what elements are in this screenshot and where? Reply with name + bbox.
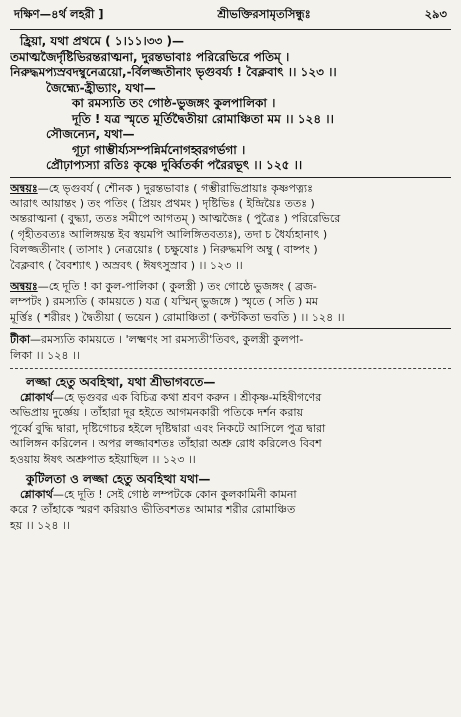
verse-line: দূতি ! যত্র স্মৃতে মূর্তিদ্বৈতীয়া রোমাঞ্চিতা মম ।। ১২৪ ।। (72, 111, 334, 126)
anvaya-label: অন্বয়ঃ (10, 279, 38, 293)
tika-text: লিকা ।। ১২৪ ।। (10, 348, 80, 362)
shlokartha-text: হওয়ায় ঈষৎ অশ্রুপাত হইয়াছিল ।। ১২৩ ।। (10, 452, 196, 466)
shlokartha-text: পূর্ব্বে বুদ্ধি দ্বারা, দৃষ্টিগোচর হইলে দৃষ্টিদ্বারা এবং নিকটে আসিলে পুত্র দ্বারা (10, 421, 326, 435)
verse-block (10, 34, 451, 174)
header-title: শ্রীভক্তিরসামৃতসিন্ধুঃ (217, 7, 311, 21)
anvaya-text: আরাৎ আয়ান্তং ) তং পতিং ( প্রিয়ং প্রথমং ) দৃষ্টিভিঃ ( ইন্দ্রিয়ৈঃ ততঃ ) (10, 196, 315, 210)
tika-text: —রমস্যতি কাময়তে । 'লক্ষ্মণং সা রমস্যতী'তিবৎ, কুলস্ত্রী কুলপা- (30, 333, 304, 347)
page-number: ২৯৩ (424, 7, 447, 21)
page-header (10, 6, 451, 30)
verse-intro: সৌজন্যেন, যথা— (46, 127, 135, 141)
anvaya-text: —হে ভৃগুবর্য ( শৌনক ) দুরন্তভাবাঃ ( গম্ভীরাভিপ্রায়াঃ কৃষ্ণপত্ন্যঃ (37, 181, 313, 195)
shlokartha-text: —হে দূতি ! সেই গোষ্ঠ লম্পটকে কোন কুলকামিনী কামনা (52, 488, 297, 501)
shlokartha-text: আলিঙ্গন করিলেন । অপর লজ্জাবশতঃ তাঁহারা অশ্রু রোধ করিলেও বিবশ (10, 437, 322, 451)
shlokartha-label: শ্লোকার্থ (20, 488, 53, 501)
anvaya-block-2 (10, 279, 451, 325)
divider (10, 177, 451, 178)
shlokartha-text: হয় ।। ১২৪ ।। (10, 518, 70, 532)
shlokartha-text: করে ? তাঁহাকে স্মরণ করিয়াও ভীতিবশতঃ আমার শরীর রোমাঞ্চিত (10, 503, 296, 517)
verse-line: কা রমস্যতি তং গোষ্ঠ-ভুজঙ্গং কুলপালিকা । (72, 96, 276, 110)
anvaya-block-1 (10, 181, 451, 273)
shlokartha-text: অভিপ্রায় দুর্জ্ঞেয় । তাঁহারা দূর হইতে আগমনকারী পতিকে দর্শন করায় (10, 406, 304, 420)
verse-line: প্রৌঢ়াপ্যস্যা রতিঃ কৃষ্ণে দুর্ব্বিতর্কা পরৈরভূৎ ।। ১২৫ ।। (46, 158, 303, 172)
anvaya-text: মূর্ত্তিঃ ( শরীরং ) দ্বৈতীয়া ( ভয়েন ) রোমাঞ্চিতা ( কণ্টকিতা ভবতি ) ।। ১২৪ ।। (10, 310, 345, 324)
section-crookedness (10, 471, 451, 533)
verse-intro: হ্রিয়া, যথা প্রথমে ( ১।১১।৩৩ )— (20, 34, 185, 48)
divider (10, 328, 451, 329)
verse-line: নিরুদ্ধমপ্যস্রবদম্বুনেত্রয়ো,-র্বিলজ্জতীনাং ভৃগুবর্য্য ! বৈক্লবাৎ ।। ১২৩ ।। (10, 65, 337, 79)
shlokartha-label: শ্লোকার্থ (20, 390, 53, 404)
anvaya-label: অন্বয়ঃ (10, 181, 38, 195)
anvaya-text: লম্পটং ) রমস্যতি ( কাময়তে ) যত্র ( যস্মিন্ ভুজঙ্গে ) স্মৃতে ( সতি ) মম (10, 295, 319, 309)
anvaya-text: অন্তরাত্মনা ( বুদ্ধ্যা, ততঃ সমীপে আগতম্ ) আত্মজৈঃ ( পুত্রৈঃ ) পরিরেভিরে (10, 212, 341, 226)
section-heading: কুটিলতা ও লজ্জা হেতু অবহিত্থা যথা— (26, 472, 211, 486)
anvaya-text: ( গৃহীতবত্যঃ আলিঙ্গয়ন্ত ইব স্বয়মপি আলিঙ্গিতবত্যঃ), তদা চ ধৈর্য্যহানাৎ ) (10, 227, 328, 241)
verse-line: গূঢ়া গাম্ভীর্য্যসম্পন্নির্মনোগহ্বরগর্ভগা । (72, 142, 246, 157)
verse-intro: জৈহ্ম্যে-হ্রীভ্যাং, যথা— (46, 80, 156, 95)
anvaya-text: বিলজ্জতীনাং ( তাসাং ) নেত্রয়োঃ ( চক্ষুষোঃ ) নিরুদ্ধমপি অম্বু ( বাষ্পং ) (10, 243, 318, 257)
section-shame (10, 374, 451, 467)
anvaya-text: —হে দূতি ! কা কুল-পালিকা ( কুলস্ত্রী ) তং গোষ্ঠে ভুজঙ্গং ( ব্রজ- (37, 279, 317, 293)
anvaya-text: বৈক্লবাৎ ( বৈবশ্যাৎ ) অস্রবৎ ( ঈষৎসুস্রাব ) ।। ১২৩ ।। (10, 258, 243, 272)
verse-line: তমাত্মজৈর্দৃষ্টিভিরন্তরাত্মনা, দুরন্তভাবাঃ পরিরেভিরে পতিম্ । (10, 49, 290, 64)
tika-block (10, 332, 451, 363)
divider (10, 368, 451, 369)
section-heading: লজ্জা হেতু অবহিত্থা, যথা শ্রীভাগবতে— (26, 374, 216, 389)
header-left: দক্ষিণ—৪র্থ লহরী ] (14, 7, 104, 21)
shlokartha-text: —হে ভৃগুবর এক বিচিত্র কথা শ্রবণ করুন । শ্রীকৃষ্ণ-মহিষীগণের (52, 390, 322, 404)
tika-label: টীকা (10, 333, 31, 347)
